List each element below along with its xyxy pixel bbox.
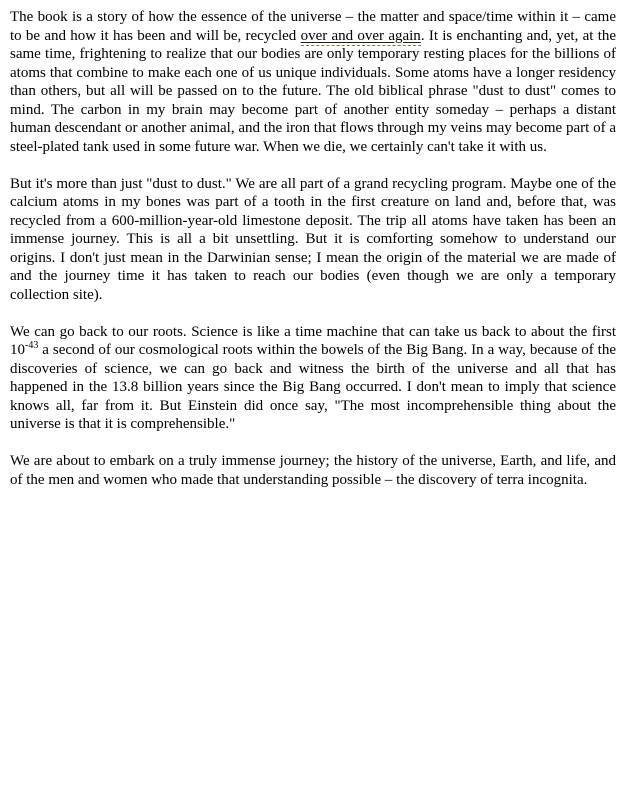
paragraph-3 xyxy=(10,323,616,434)
paragraph-2: But it's more than just "dust to dust." We are all part of a grand recycling program. Maybe one of the calcium atoms in my bones was part of a tooth in the first creature on land and, before that, was recycled from a 600-million-year-old limestone deposit. The trip all atoms have taken has been an immense journey. This is all a bit unsettling. But it is comforting somehow to understand our origins. I don't just mean in the Darwinian sense; I mean the origin of the material we are made of and the journey time it has taken to reach our bodies (even though we are only a temporary collection site). xyxy=(10,175,616,303)
grammar-suggestion-phrase[interactable]: over and over again xyxy=(300,27,421,44)
paragraph-3-text-continued: a second of our cosmological roots within the bowels of the Big Bang. In a way, because of the discoveries of science, we can go back and witness the birth of the universe and all that has happened in the 13.8 billion years since the Big Bang occurred. I don't mean to imply that science knows all, far from it. But Einstein did once say, "The most incomprehensible thing about the universe is that it is comprehensible." xyxy=(10,342,616,432)
paragraph-3-text: We can go back to our roots. Science is like a time machine that can take us back to about the first 10 xyxy=(10,323,616,358)
paragraph-1-text-continued: . It is enchanting and, yet, at the same time, frightening to realize that our bodies are only temporary resting places for the billions of atoms that combine to make each one of us unique individuals. Some atoms have a longer residency than others, but all will be passed on to the future. The old biblical phrase "dust to dust" comes to mind. The carbon in my brain may become part of another entity someday – perhaps a distant human descendant or another animal, and the iron that flows through my veins may become part of a steel-plated tank used in some future war. When we die, we certainly can't take it with us. xyxy=(10,27,617,155)
paragraph-1-text: The book is a story of how the essence of the universe – the matter and space/time within it – came to be and how it has been and will be, recycled xyxy=(10,9,616,44)
paragraph-4: We are about to embark on a truly immense journey; the history of the universe, Earth, and life, and of the men and women who made that understanding possible – the discovery of terra incognita. xyxy=(10,453,616,488)
paragraph-1 xyxy=(10,8,616,156)
superscript-exponent: -43 xyxy=(25,340,39,351)
